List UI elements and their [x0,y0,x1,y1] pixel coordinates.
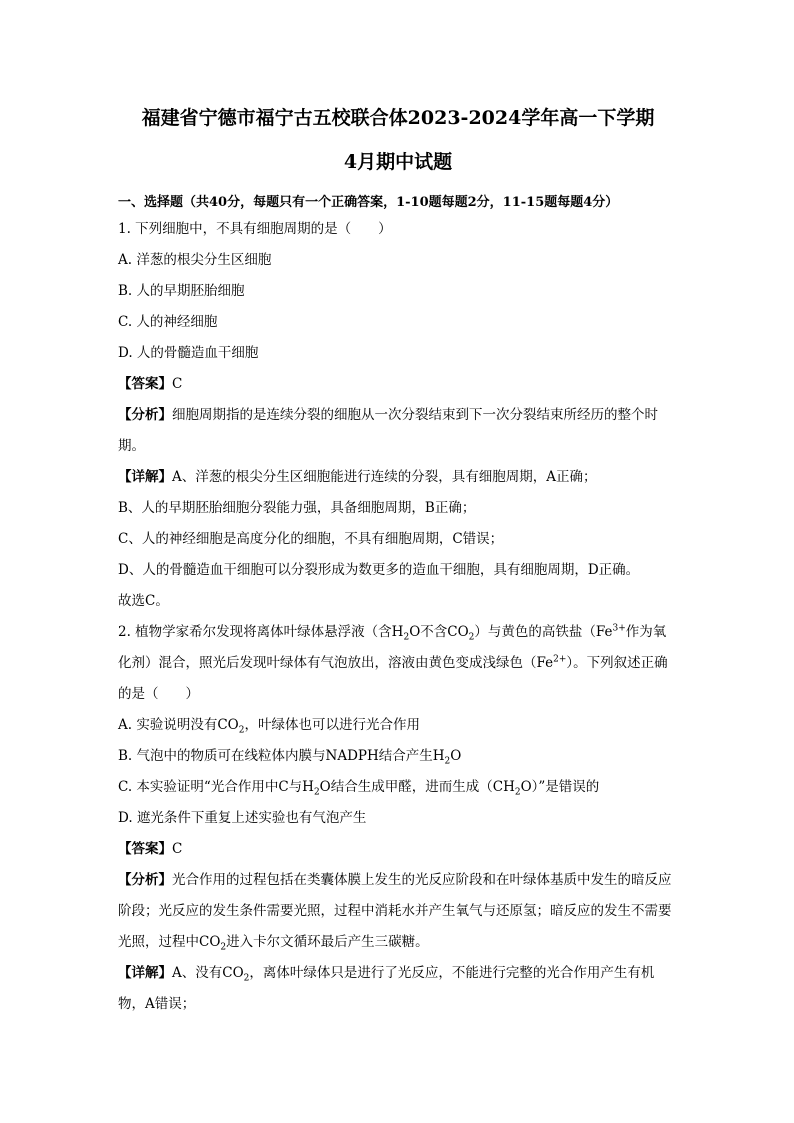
question-2 [118,617,678,1020]
analysis-tag: 【分析】 [118,407,172,423]
subscript: 2 [313,787,320,798]
question-1-analysis [118,400,678,462]
option-text: A. 实验说明没有CO [118,717,239,733]
stem-text: ）与黄色的高铁盐（Fe [474,624,613,640]
subscript: 2 [220,942,227,953]
subscript: 2 [243,973,250,984]
question-1-detail-c: C、人的神经细胞是高度分化的细胞，不具有细胞周期，C错误； [118,531,504,547]
question-1-option-b: B. 人的早期胚胎细胞 [118,283,245,299]
answer-value: C [172,376,183,392]
detail-text: A、没有CO [172,965,244,981]
answer-tag: 【答案】 [118,841,172,857]
document-title-line-2: 4月期中试题 [343,151,453,173]
answer-tag: 【答案】 [118,376,172,392]
document-page [118,96,678,1020]
question-2-option-d: D. 遮光条件下重复上述实验也有气泡产生 [118,810,367,826]
detail-tag: 【详解】 [118,965,172,981]
question-2-option-c [118,772,678,803]
detail-text: ，离体叶绿体只是进行了光反应，不能进行完整的光合作用产生有机物，A错误； [118,965,655,1012]
question-2-detail-a [118,958,678,1020]
option-text: O [450,748,462,764]
question-1-option-d: D. 人的骨髓造血干细胞 [118,345,259,361]
question-1-detail-d: D、人的骨髓造血干细胞可以分裂形成为数更多的造血干细胞，具有细胞周期，D正确。 [118,562,640,578]
subscript: 2 [238,725,245,736]
question-1-detail-b: B、人的早期胚胎细胞分裂能力强，具备细胞周期，B正确； [118,500,476,516]
analysis-tag: 【分析】 [118,872,172,888]
question-2-answer [118,834,678,865]
subscript: 2 [444,756,451,767]
detail-tag: 【详解】 [118,469,172,485]
question-1-detail-a [118,462,678,493]
question-2-option-a [118,710,678,741]
section-heading: 一、选择题（共40分，每题只有一个正确答案，1-10题每题2分，11-15题每题4分） [118,195,619,210]
subscript: 2 [514,787,521,798]
stem-text: 作为氧化剂）混合，照光后发现叶绿体有气泡放出，溶液由黄色变成浅绿色（Fe [118,624,667,671]
option-text: C. 本实验证明“光合作用中C与H [118,779,314,795]
stem-text: 2. 植物学家希尔发现将离体叶绿体悬浮液（含H [118,624,404,640]
question-1-stem: 1. 下列细胞中，不具有细胞周期的是（ ） [118,221,392,237]
option-text: B. 气泡中的物质可在线粒体内膜与NADPH结合产生H [118,748,445,764]
detail-text: A、洋葱的根尖分生区细胞能进行连续的分裂，具有细胞周期，A正确； [172,469,597,485]
subscript: 2 [468,632,475,643]
question-1 [118,214,678,617]
question-2-stem [118,617,678,710]
stem-text: ）。下列叙述正确的是（ ） [118,655,668,702]
stem-text: O不含CO [409,624,469,640]
analysis-text: 进入卡尔文循环最后产生三碳糖。 [226,934,429,950]
question-1-option-a: A. 洋葱的根尖分生区细胞 [118,252,272,268]
question-1-conclusion: 故选C。 [118,593,169,609]
question-1-answer [118,369,678,400]
option-text: O结合生成甲醛，进而生成（CH [319,779,515,795]
question-1-option-c: C. 人的神经细胞 [118,314,218,330]
superscript: 3+ [612,623,626,634]
question-2-analysis [118,865,678,958]
superscript: 2+ [553,654,567,665]
document-title-line-1: 福建省宁德市福宁古五校联合体2023-2024学年高一下学期 [141,107,655,129]
question-2-option-b [118,741,678,772]
option-text: ，叶绿体也可以进行光合作用 [244,717,420,733]
answer-value: C [172,841,183,857]
subscript: 2 [403,632,410,643]
analysis-text: 光合作用的过程包括在类囊体膜上发生的光反应阶段和在叶绿体基质中发生的暗反应阶段；光反应的发生条件需要光照，过程中消耗水并产生氧气与还原氢；暗反应的发生不需要光照，过程中CO [118,872,672,950]
analysis-text: 细胞周期指的是连续分裂的细胞从一次分裂结束到下一次分裂结束所经历的整个时期。 [118,407,658,454]
option-text: O）”是错误的 [520,779,600,795]
